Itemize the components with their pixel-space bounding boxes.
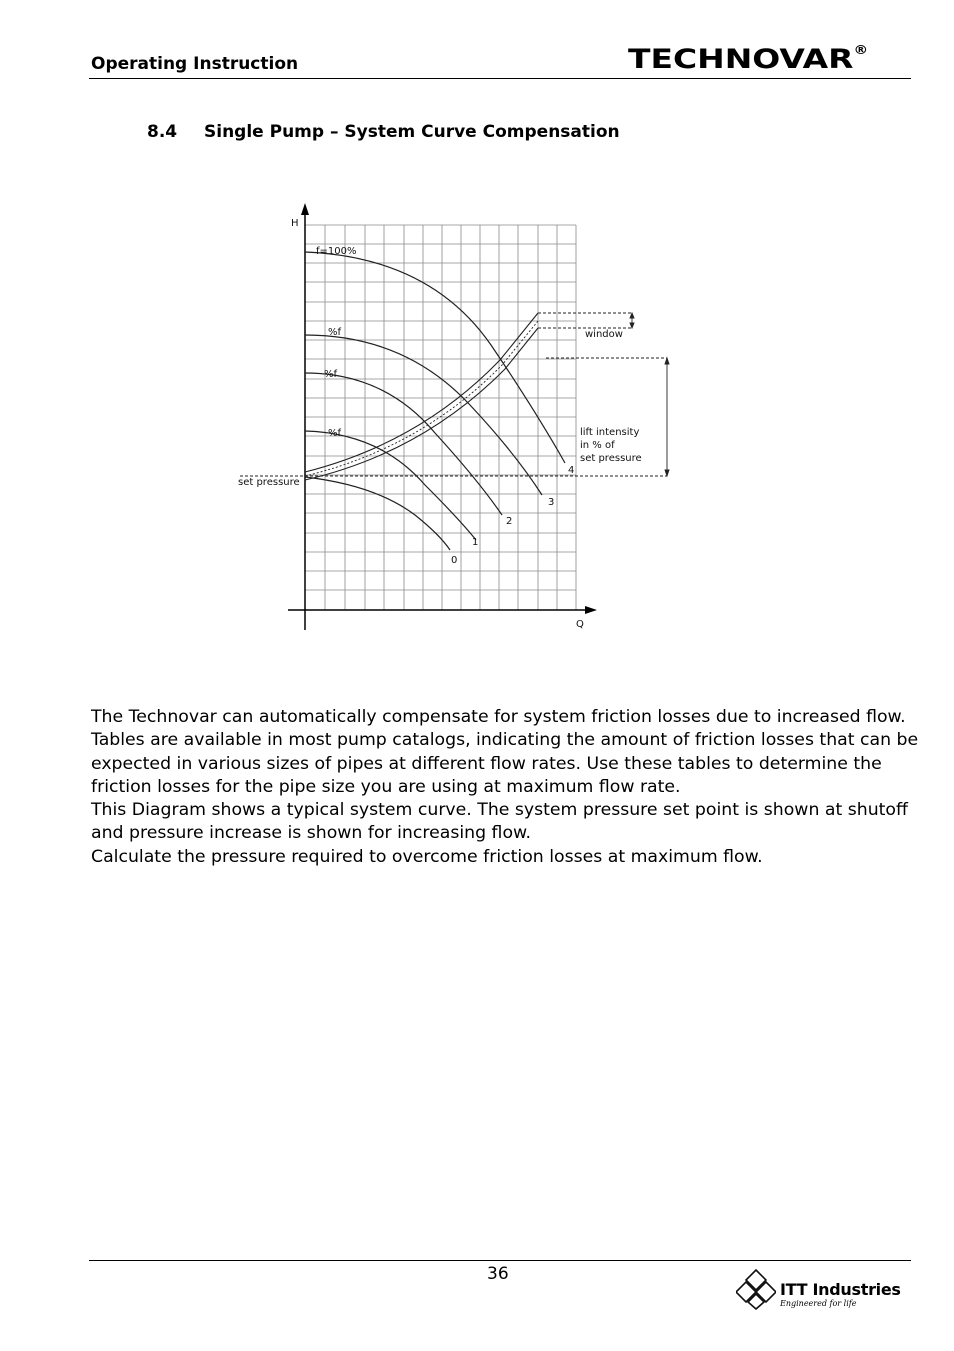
curve-number-0: 0 bbox=[451, 555, 458, 566]
window-arrow-top bbox=[630, 313, 634, 318]
brand-name: TECHNOVAR bbox=[628, 44, 854, 75]
paragraph-diagram: This Diagram shows a typical system curve. The system pressure set point is shown at shutoff and pressure increase is shown for increasing flow. bbox=[91, 800, 908, 844]
registered-mark: ® bbox=[853, 43, 869, 57]
paragraph-calculate: Calculate the pressure required to overcome friction losses at maximum flow. bbox=[91, 846, 763, 867]
pump-curve-100 bbox=[305, 252, 565, 463]
itt-emblem-icon bbox=[736, 1268, 776, 1310]
lift-label-line-1: lift intensity bbox=[580, 427, 640, 438]
curve-number-1: 1 bbox=[472, 537, 479, 548]
curve-number-2: 2 bbox=[506, 516, 513, 527]
curve-label-pf3: %f bbox=[328, 428, 342, 439]
dimension-markers bbox=[630, 313, 669, 476]
header-title: Operating Instruction bbox=[91, 54, 299, 74]
system-curve-mid bbox=[305, 321, 538, 476]
lift-label-line-3: set pressure bbox=[580, 453, 642, 464]
curve-label-pf2: %f bbox=[324, 369, 338, 380]
company-tagline: Engineered for life bbox=[780, 1299, 857, 1308]
lift-arrow-bottom bbox=[665, 470, 669, 476]
window-arrow-bottom bbox=[630, 323, 634, 328]
window-label: window bbox=[585, 329, 623, 340]
x-axis-label: Q bbox=[576, 619, 584, 630]
lift-arrow-top bbox=[665, 358, 669, 364]
section-heading bbox=[147, 122, 620, 142]
page-number: 36 bbox=[487, 1264, 509, 1284]
pump-curve-1 bbox=[305, 431, 476, 540]
itt-logo bbox=[736, 1268, 901, 1314]
system-curves bbox=[305, 313, 538, 480]
pump-curves bbox=[305, 252, 565, 550]
h-axis-arrow bbox=[301, 203, 309, 215]
brand-logo bbox=[628, 44, 868, 75]
axes bbox=[288, 203, 597, 630]
curve-label-pf1: %f bbox=[328, 327, 342, 338]
q-axis-arrow bbox=[585, 606, 597, 614]
y-axis-label: H bbox=[291, 218, 299, 229]
lift-label-line-2: in % of bbox=[580, 440, 615, 451]
grid bbox=[305, 225, 576, 610]
body-text bbox=[91, 706, 921, 869]
curve-number-3: 3 bbox=[548, 497, 555, 508]
footer-rule bbox=[89, 1260, 911, 1261]
header-rule bbox=[89, 78, 911, 79]
paragraph-intro: The Technovar can automatically compensate for system friction losses due to increased flow. Tables are available in most pump catalogs, indicating the amount of friction losses that can be expected in various sizes of pipes at different flow rates. Use these tables to determine the friction losses for the pipe size you are using at maximum flow rate. bbox=[91, 707, 919, 797]
company-name: ITT Industries bbox=[780, 1280, 901, 1299]
section-number: 8.4 bbox=[147, 122, 178, 142]
curve-number-4: 4 bbox=[568, 465, 575, 476]
system-curve-lower bbox=[305, 328, 538, 480]
set-pressure-label: set pressure bbox=[238, 477, 300, 488]
section-title: Single Pump – System Curve Compensation bbox=[204, 122, 620, 142]
curve-label-f100: f=100% bbox=[316, 246, 357, 257]
system-curve-diagram bbox=[230, 195, 680, 640]
